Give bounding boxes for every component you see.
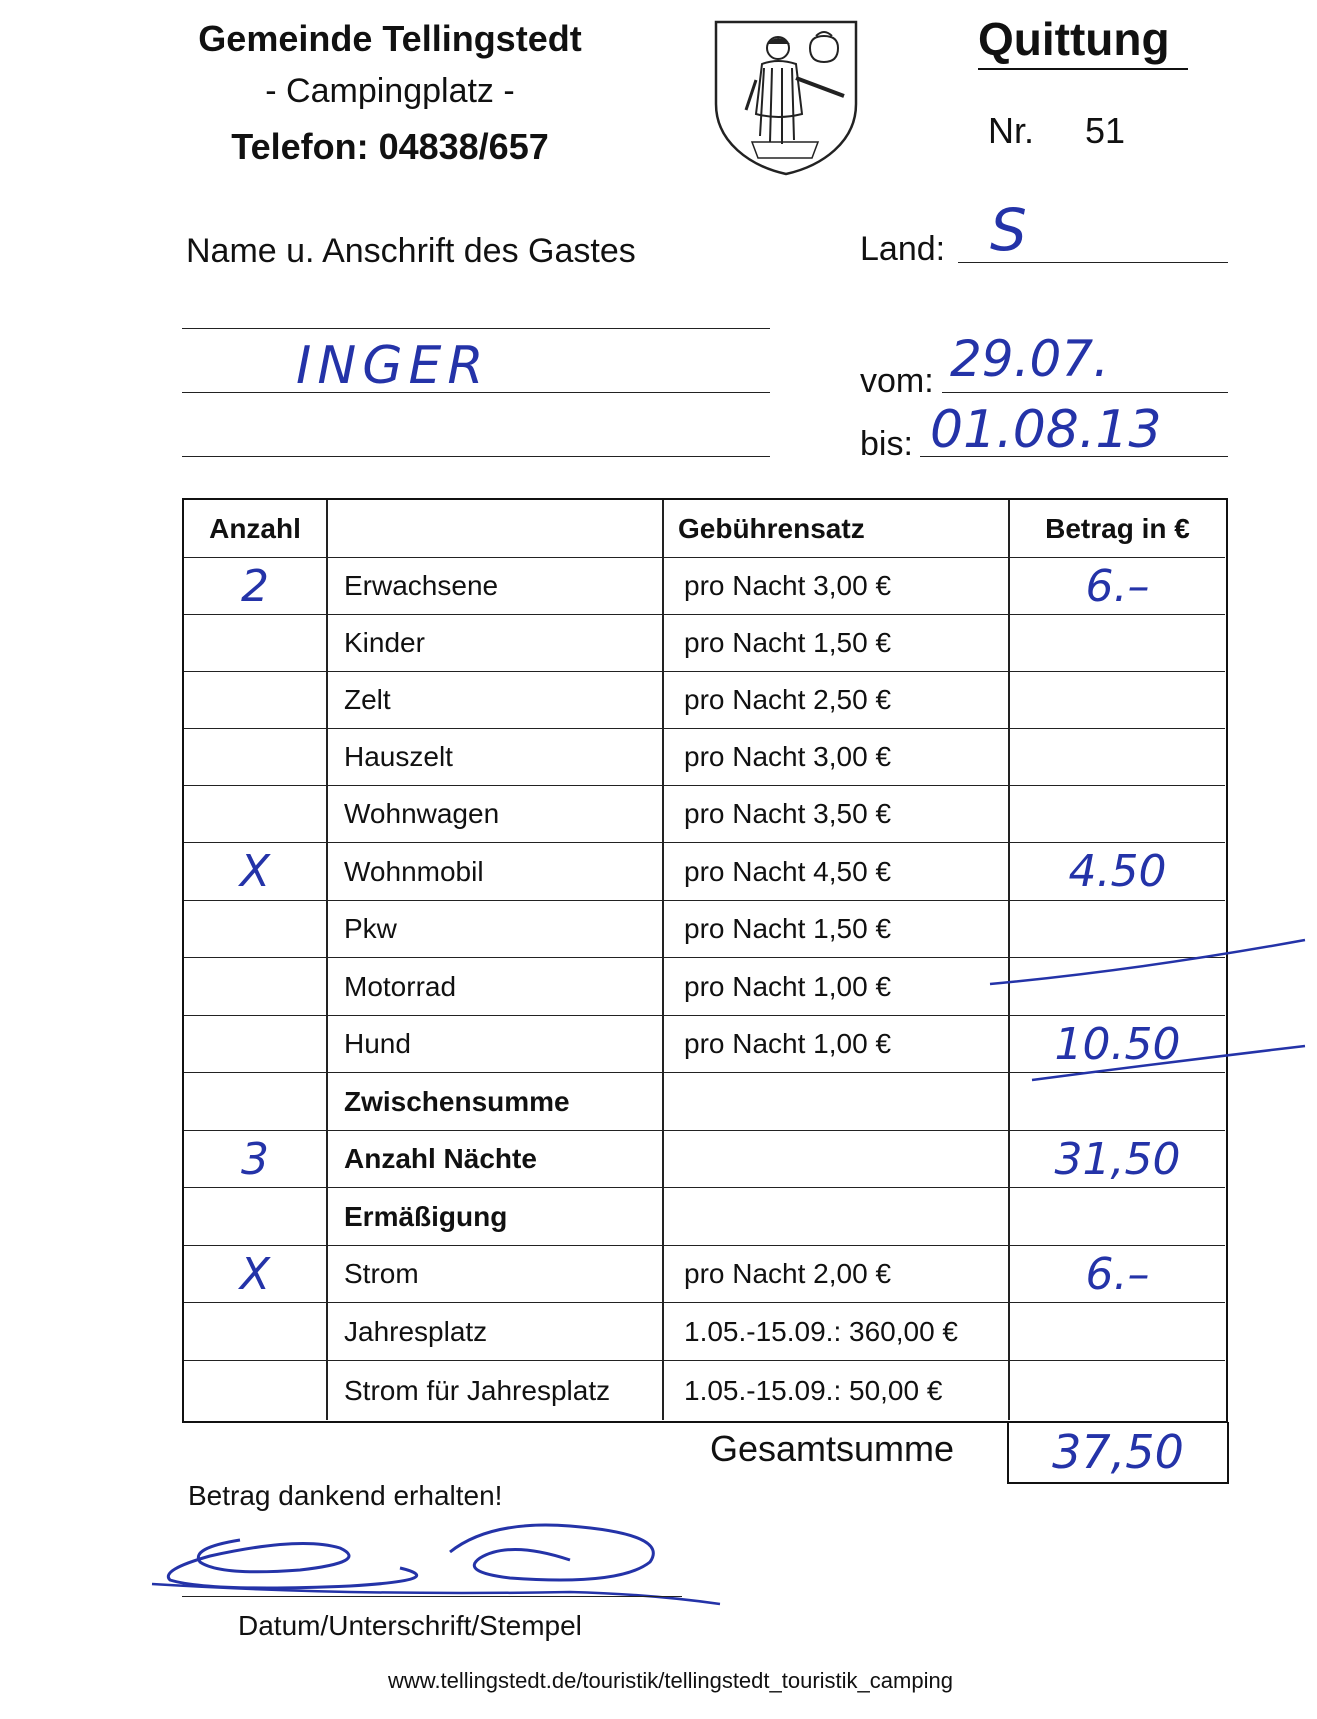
row-amount: 6.– xyxy=(1085,1248,1150,1300)
row-rate: pro Nacht 1,00 € xyxy=(664,1016,1010,1072)
row-amount xyxy=(1010,1303,1225,1360)
row-item: Ermäßigung xyxy=(328,1188,664,1245)
signature-caption: Datum/Unterschrift/Stempel xyxy=(238,1610,582,1641)
row-item: Pkw xyxy=(328,901,664,957)
row-amount: 10.50 xyxy=(1054,1018,1181,1070)
row-quantity: 2 xyxy=(184,558,328,614)
row-rate: pro Nacht 3,00 € xyxy=(664,729,1010,785)
row-item: Strom xyxy=(328,1246,664,1302)
row-quantity xyxy=(184,672,328,728)
row-item: Wohnwagen xyxy=(328,786,664,842)
signature-icon xyxy=(150,1500,730,1610)
row-quantity: X xyxy=(184,1246,328,1302)
row-item: Hund xyxy=(328,1016,664,1072)
date-from-line xyxy=(942,392,1228,393)
row-quantity: 3 xyxy=(184,1131,328,1187)
row-amount xyxy=(1010,729,1225,785)
row-rate xyxy=(664,1131,1010,1187)
row-rate: pro Nacht 1,00 € xyxy=(664,958,1010,1015)
phone-number: Telefon: 04838/657 xyxy=(231,126,549,167)
row-rate: pro Nacht 3,00 € xyxy=(664,558,1010,614)
row-item: Zelt xyxy=(328,672,664,728)
date-to-value: 01.08.13 xyxy=(930,400,1162,460)
handwritten-strokes xyxy=(980,930,1310,1090)
coat-of-arms-icon xyxy=(712,18,860,178)
row-quantity xyxy=(184,901,328,957)
row-quantity xyxy=(184,1303,328,1360)
receipt-number-label: Nr. xyxy=(988,110,1035,151)
row-item: Kinder xyxy=(328,615,664,671)
row-amount xyxy=(1010,786,1225,842)
total-label: Gesamtsumme xyxy=(710,1428,955,1469)
row-rate xyxy=(664,1073,1010,1130)
row-quantity xyxy=(184,1073,328,1130)
table-row xyxy=(184,672,1225,729)
row-item: Anzahl Nächte xyxy=(328,1131,664,1187)
guest-name: INGER xyxy=(296,336,490,396)
table-row xyxy=(184,1303,1225,1361)
row-quantity xyxy=(184,1016,328,1072)
total-value: 37,50 xyxy=(1052,1425,1184,1479)
row-item: Motorrad xyxy=(328,958,664,1015)
table-row xyxy=(184,729,1225,786)
address-line-3 xyxy=(182,456,770,457)
row-amount: 31,50 xyxy=(1054,1133,1181,1185)
title-underline xyxy=(978,68,1188,70)
row-rate: pro Nacht 1,50 € xyxy=(664,615,1010,671)
country-value: S xyxy=(990,196,1027,264)
row-quantity xyxy=(184,1188,328,1245)
signature-line xyxy=(182,1596,682,1597)
row-amount xyxy=(1010,1361,1225,1420)
total-box xyxy=(1007,1422,1229,1484)
table-row xyxy=(184,615,1225,672)
row-rate: pro Nacht 1,50 € xyxy=(664,901,1010,957)
address-line-1 xyxy=(182,328,770,329)
table-row xyxy=(184,1246,1225,1303)
municipality-name: Gemeinde Tellingstedt xyxy=(198,18,582,59)
receipt-number: 51 xyxy=(1085,110,1126,151)
row-rate: 1.05.-15.09.: 360,00 € xyxy=(664,1303,1010,1360)
table-row xyxy=(184,1131,1225,1188)
row-item: Erwachsene xyxy=(328,558,664,614)
row-item: Jahresplatz xyxy=(328,1303,664,1360)
col-header-rate: Gebührensatz xyxy=(664,500,1010,557)
row-item: Hauszelt xyxy=(328,729,664,785)
date-from-label: vom: xyxy=(860,362,934,400)
col-header-anzahl: Anzahl xyxy=(184,500,328,557)
row-quantity xyxy=(184,729,328,785)
row-quantity xyxy=(184,615,328,671)
row-rate: 1.05.-15.09.: 50,00 € xyxy=(664,1361,1010,1420)
row-quantity xyxy=(184,1361,328,1420)
campsite-subtitle: - Campingplatz - xyxy=(265,72,515,110)
row-amount xyxy=(1010,672,1225,728)
table-row xyxy=(184,1188,1225,1246)
col-header-item xyxy=(328,500,664,557)
table-header-row xyxy=(184,500,1225,558)
row-amount xyxy=(1010,1188,1225,1245)
date-from-value: 29.07. xyxy=(950,330,1110,388)
receipt-title: Quittung xyxy=(978,13,1170,65)
country-label: Land: xyxy=(860,230,946,268)
col-header-amount: Betrag in € xyxy=(1045,512,1190,544)
row-item: Strom für Jahresplatz xyxy=(328,1361,664,1420)
website-url: www.tellingstedt.de/touristik/tellingstedt_touristik_camping xyxy=(388,1668,953,1693)
row-amount: 4.50 xyxy=(1068,846,1167,897)
row-quantity: X xyxy=(184,843,328,900)
row-rate: pro Nacht 4,50 € xyxy=(664,843,1010,900)
date-to-label: bis: xyxy=(860,425,913,463)
row-rate: pro Nacht 2,00 € xyxy=(664,1246,1010,1302)
guest-name-label: Name u. Anschrift des Gastes xyxy=(186,232,636,270)
row-rate: pro Nacht 2,50 € xyxy=(664,672,1010,728)
table-row xyxy=(184,558,1225,615)
row-quantity xyxy=(184,958,328,1015)
table-row xyxy=(184,786,1225,843)
row-rate xyxy=(664,1188,1010,1245)
row-item: Zwischensumme xyxy=(328,1073,664,1130)
row-item: Wohnmobil xyxy=(328,843,664,900)
row-amount xyxy=(1010,615,1225,671)
row-quantity xyxy=(184,786,328,842)
table-row xyxy=(184,1361,1225,1420)
table-row xyxy=(184,843,1225,901)
thanks-text: Betrag dankend erhalten! xyxy=(188,1480,503,1511)
row-rate: pro Nacht 3,50 € xyxy=(664,786,1010,842)
row-amount: 6.– xyxy=(1085,560,1150,612)
